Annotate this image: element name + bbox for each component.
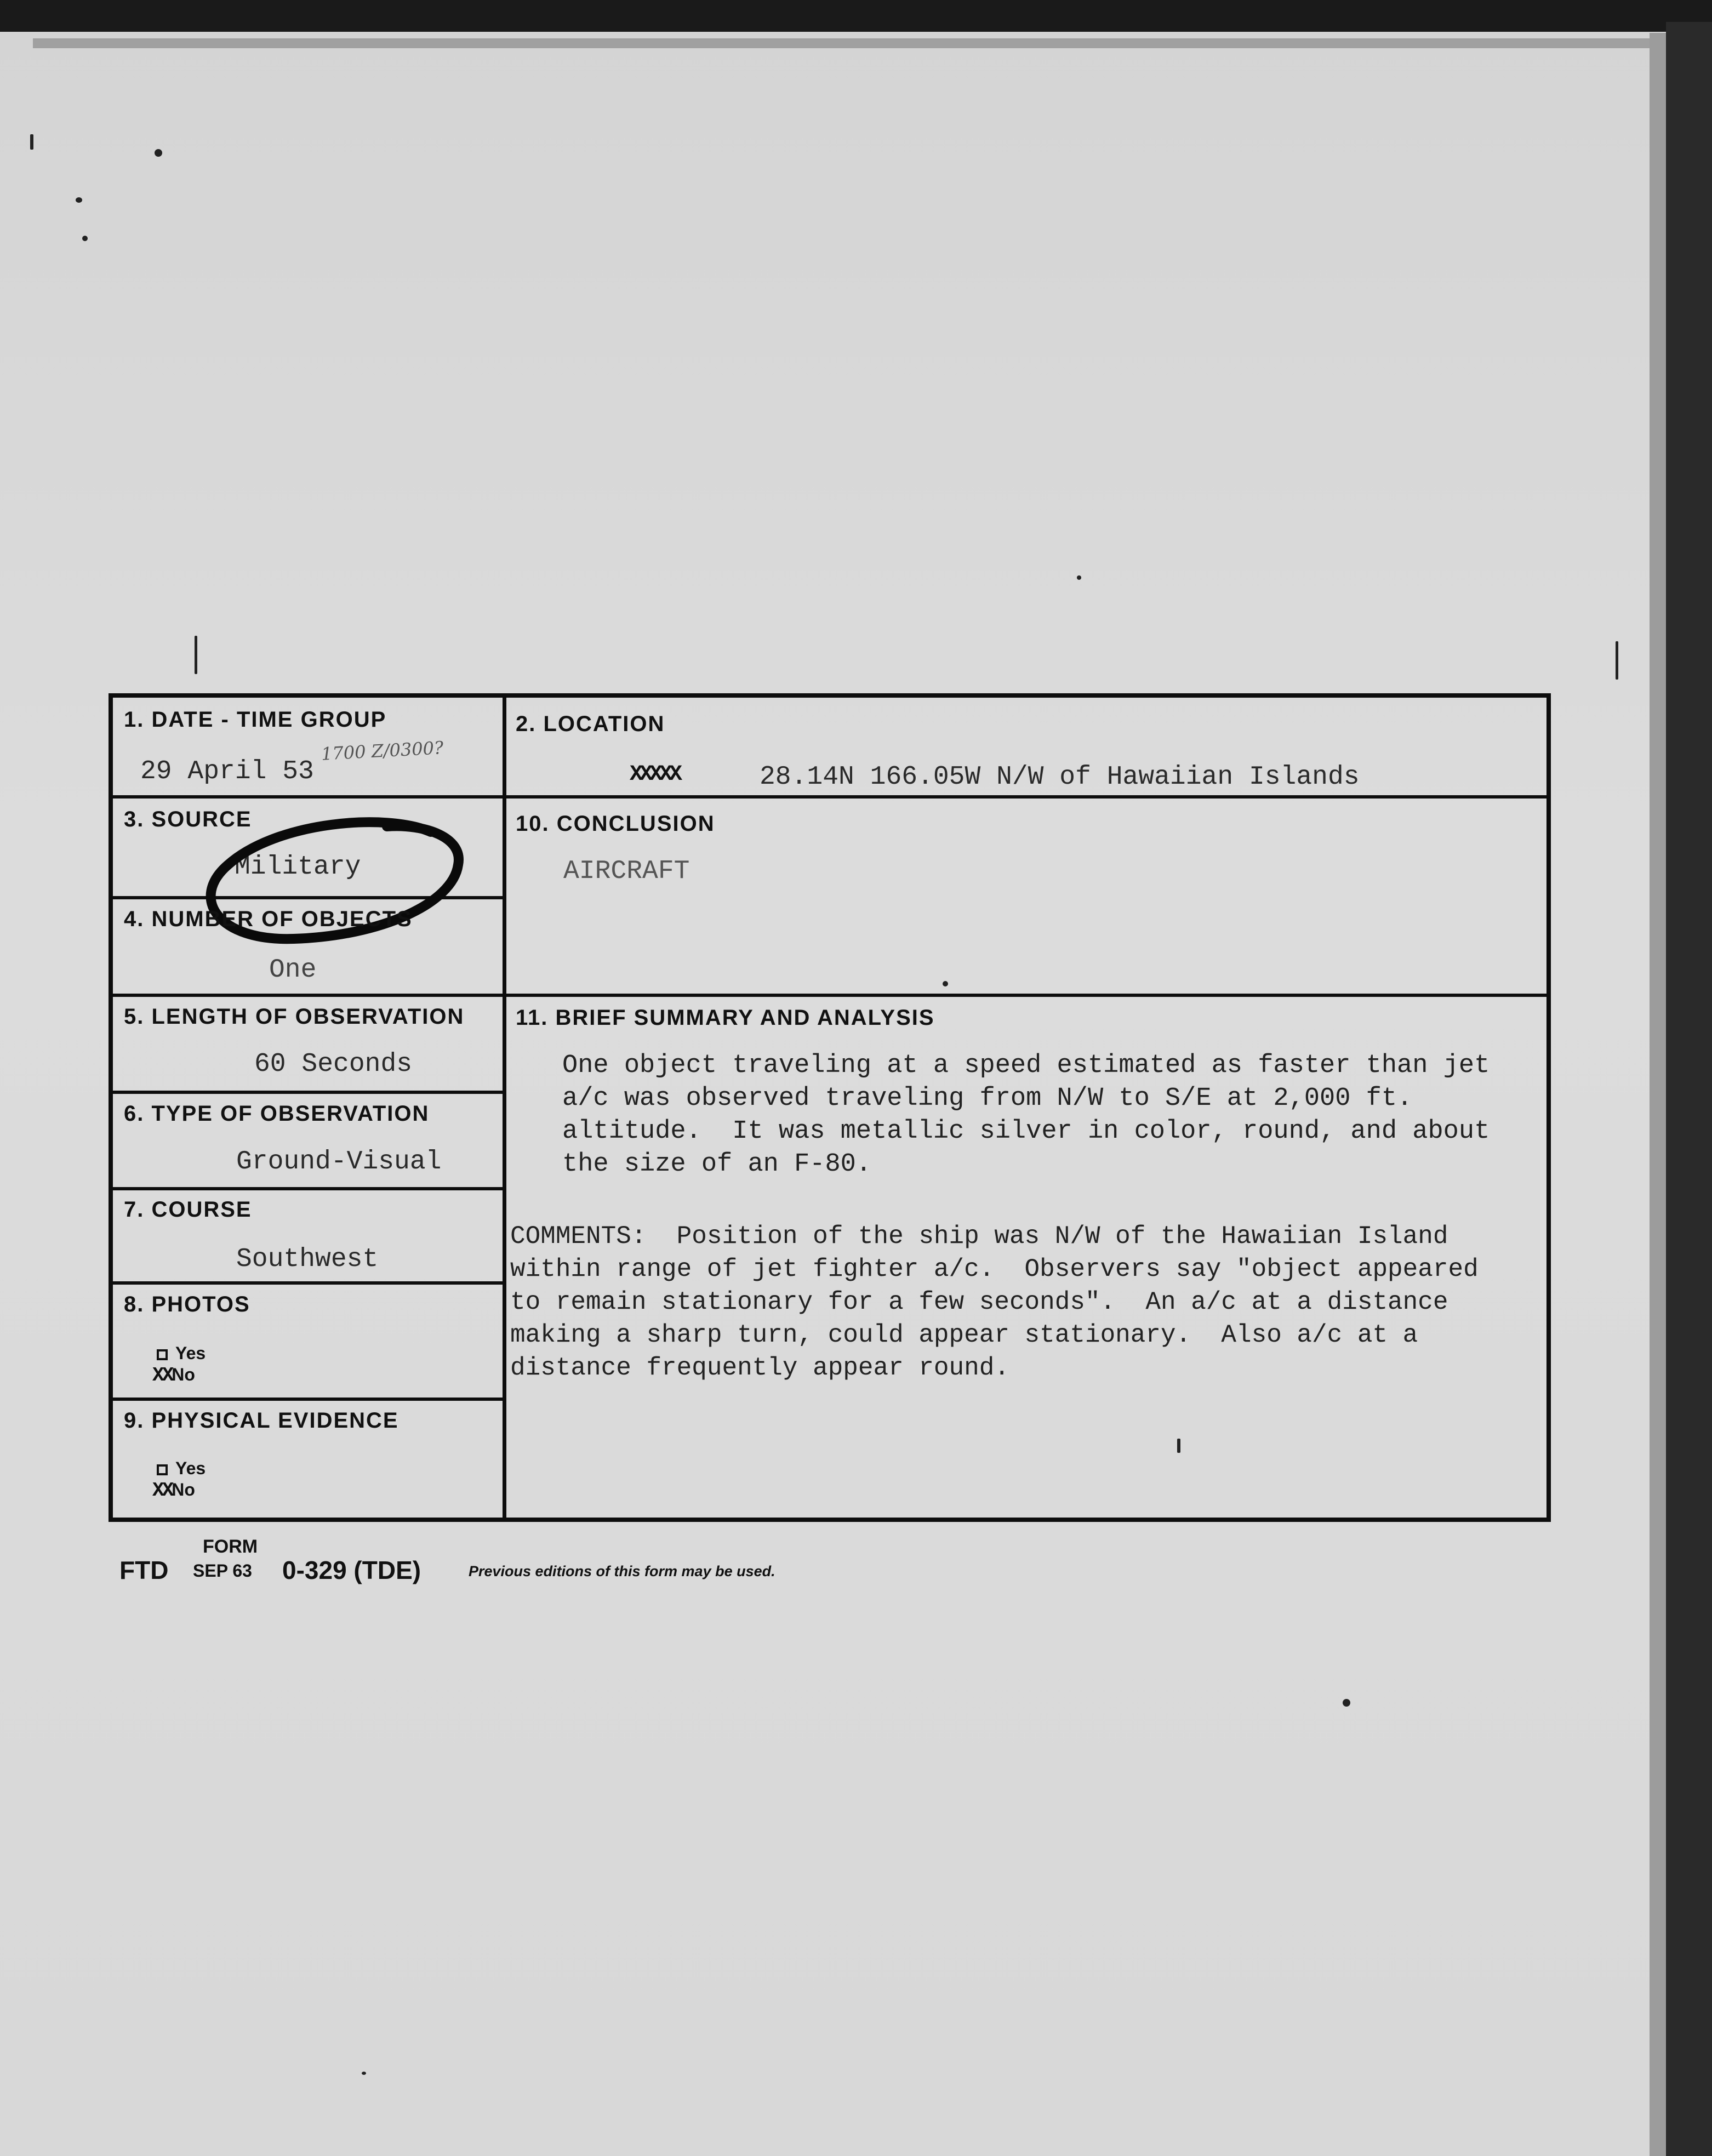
course-label: 7. COURSE	[124, 1197, 252, 1222]
course-value: Southwest	[236, 1245, 379, 1274]
scan-speck	[1077, 575, 1081, 580]
row-divider	[113, 1281, 503, 1285]
number-of-objects-value: One	[269, 955, 317, 985]
scan-speck	[30, 134, 33, 150]
source-label: 3. SOURCE	[124, 807, 252, 831]
scan-speck	[195, 636, 197, 674]
number-of-objects-label: 4. NUMBER OF OBJECTS	[124, 907, 413, 931]
length-of-observation-label: 5. LENGTH OF OBSERVATION	[124, 1005, 465, 1029]
scan-speck	[76, 197, 82, 203]
scan-border-top	[0, 0, 1712, 32]
row-divider	[113, 994, 503, 997]
row-divider	[113, 1187, 503, 1190]
photos-no-label: No	[172, 1365, 195, 1384]
photos-no-option[interactable]	[152, 1364, 195, 1387]
row-divider	[113, 1398, 503, 1401]
physical-evidence-label: 9. PHYSICAL EVIDENCE	[124, 1408, 399, 1433]
scan-speck	[362, 2072, 366, 2075]
summary-comments-text: COMMENTS: Position of the ship was N/W of the Hawaiian Island within range of jet fighter a/c. Observers say "object appeared to remain stationary for a few seconds". An a/c at a distance making a sharp turn, could appear stationary. Also a/c at a distance frequently appear round.	[510, 1222, 1479, 1382]
physical-evidence-no-label: No	[172, 1480, 195, 1499]
scan-shadow-top	[33, 38, 1650, 48]
row-divider	[113, 1091, 503, 1094]
photos-yes-option[interactable]	[157, 1343, 206, 1364]
project-card-form	[109, 693, 1551, 1522]
location-label: 2. LOCATION	[516, 712, 665, 736]
location-struck-text: XXXXX	[630, 762, 680, 787]
footer-form-number: 0-329 (TDE)	[282, 1556, 421, 1584]
length-of-observation-value: 60 Seconds	[254, 1050, 413, 1079]
photos-yes-checkbox[interactable]	[157, 1349, 168, 1360]
date-time-annotation: 1700 Z/0300?	[321, 737, 444, 765]
scan-speck	[82, 236, 88, 241]
scan-speck	[1343, 1699, 1350, 1707]
physical-evidence-yes-checkbox[interactable]	[157, 1464, 168, 1475]
column-divider	[503, 698, 506, 1519]
footer-ftd: FTD	[119, 1556, 169, 1584]
scan-speck	[155, 149, 162, 157]
date-time-group-value: 29 April 53	[140, 757, 314, 786]
summary-analysis-text: One object traveling at a speed estimated as faster than jet a/c was observed traveling from N/W to S/E at 2,000 ft. altitude. It was metallic silver in color, round, and about the size of an F-80.	[562, 1051, 1490, 1179]
type-of-observation-label: 6. TYPE OF OBSERVATION	[124, 1102, 430, 1126]
date-time-group-label: 1. DATE - TIME GROUP	[124, 708, 387, 732]
photos-label: 8. PHOTOS	[124, 1292, 250, 1316]
photos-no-checked-mark: XX	[152, 1364, 172, 1387]
scan-border-right	[1666, 22, 1712, 2156]
photos-yes-label: Yes	[175, 1343, 206, 1363]
conclusion-value: AIRCRAFT	[563, 857, 690, 886]
summary-label: 11. BRIEF SUMMARY AND ANALYSIS	[516, 1006, 935, 1030]
footer-date-code: SEP 63	[193, 1561, 252, 1581]
source-value: Military	[235, 852, 361, 882]
row-divider	[503, 994, 1548, 997]
physical-evidence-yes-label: Yes	[175, 1458, 206, 1478]
physical-evidence-yes-option[interactable]	[157, 1458, 206, 1479]
conclusion-label: 10. CONCLUSION	[516, 812, 715, 836]
footer-note: Previous editions of this form may be used.	[469, 1563, 775, 1579]
physical-evidence-no-checked-mark: XX	[152, 1479, 172, 1502]
row-divider	[113, 795, 1548, 798]
type-of-observation-value: Ground-Visual	[236, 1147, 442, 1177]
scan-speck	[1616, 641, 1618, 680]
physical-evidence-no-option[interactable]	[152, 1479, 195, 1502]
footer-form-word: FORM	[203, 1536, 258, 1557]
scan-shadow-right	[1650, 33, 1666, 2156]
location-value: 28.14N 166.05W N/W of Hawaiian Islands	[760, 762, 1360, 792]
